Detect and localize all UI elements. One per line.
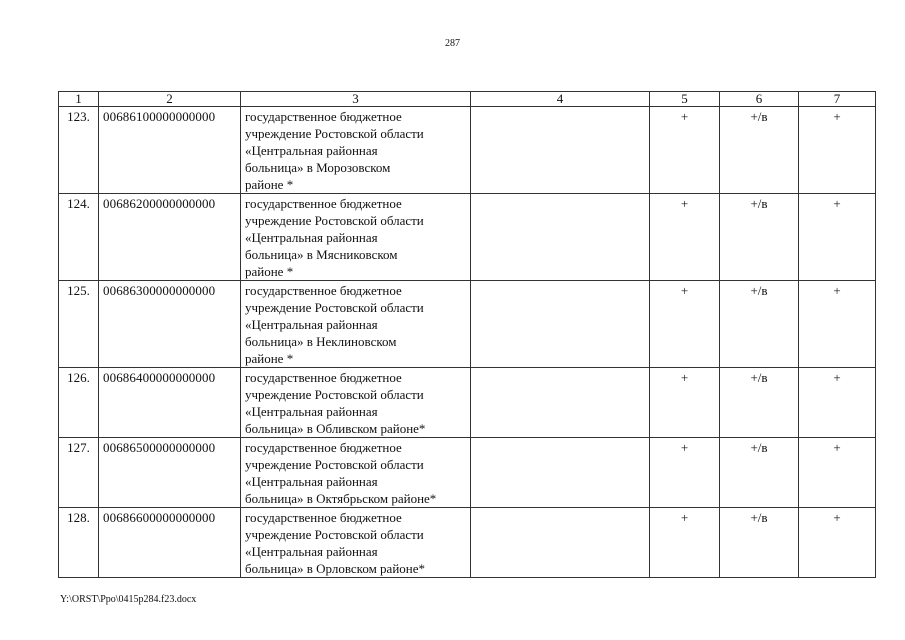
- row-name: [241, 194, 471, 281]
- row-name: [241, 281, 471, 368]
- row-code: 00686200000000000: [99, 194, 241, 281]
- document-file-path: Y:\ORST\Ppo\0415p284.f23.docx: [60, 594, 197, 605]
- row-col4: [471, 508, 650, 578]
- table-row: [59, 508, 876, 578]
- row-name-line: государственное бюджетное: [245, 440, 402, 455]
- table-row: [59, 281, 876, 368]
- row-name-line: больница» в Морозовском: [245, 160, 391, 175]
- column-header: 4: [471, 92, 650, 107]
- column-header: 6: [720, 92, 799, 107]
- row-col6: +/в: [720, 368, 799, 438]
- row-code: 00686400000000000: [99, 368, 241, 438]
- row-col4: [471, 194, 650, 281]
- row-name-line: больница» в Октябрьском районе*: [245, 491, 437, 506]
- column-header: 3: [241, 92, 471, 107]
- row-name-line: учреждение Ростовской области: [245, 457, 424, 472]
- row-col4: [471, 107, 650, 194]
- table-row: [59, 438, 876, 508]
- row-name: [241, 368, 471, 438]
- row-col4: [471, 281, 650, 368]
- row-col4: [471, 438, 650, 508]
- row-number: 124.: [59, 194, 99, 281]
- row-col5: +: [650, 281, 720, 368]
- row-name-line: больница» в Обливском районе*: [245, 421, 426, 436]
- row-col7: +: [799, 438, 876, 508]
- page-number: 287: [445, 38, 460, 49]
- column-header: 2: [99, 92, 241, 107]
- row-number: 128.: [59, 508, 99, 578]
- row-code: 00686600000000000: [99, 508, 241, 578]
- table-row: [59, 107, 876, 194]
- row-number: 123.: [59, 107, 99, 194]
- table-row: [59, 368, 876, 438]
- column-header: 7: [799, 92, 876, 107]
- row-name-line: государственное бюджетное: [245, 109, 402, 124]
- row-name-line: государственное бюджетное: [245, 370, 402, 385]
- row-name-line: учреждение Ростовской области: [245, 213, 424, 228]
- row-name: [241, 438, 471, 508]
- document-table: [58, 91, 876, 578]
- row-name-line: «Центральная районная: [245, 544, 378, 559]
- row-name-line: учреждение Ростовской области: [245, 527, 424, 542]
- row-name: [241, 107, 471, 194]
- row-col7: +: [799, 508, 876, 578]
- row-name-line: больница» в Неклиновском: [245, 334, 397, 349]
- row-name-line: «Центральная районная: [245, 143, 378, 158]
- row-col7: +: [799, 281, 876, 368]
- row-code: 00686300000000000: [99, 281, 241, 368]
- row-col6: +/в: [720, 107, 799, 194]
- row-name-line: учреждение Ростовской области: [245, 387, 424, 402]
- row-col6: +/в: [720, 281, 799, 368]
- row-name-line: государственное бюджетное: [245, 510, 402, 525]
- row-col7: +: [799, 368, 876, 438]
- table-row: [59, 194, 876, 281]
- row-name-line: государственное бюджетное: [245, 283, 402, 298]
- row-col5: +: [650, 368, 720, 438]
- row-col6: +/в: [720, 194, 799, 281]
- row-number: 126.: [59, 368, 99, 438]
- row-name-line: районе *: [245, 351, 294, 366]
- row-name-line: «Центральная районная: [245, 230, 378, 245]
- row-name-line: «Центральная районная: [245, 474, 378, 489]
- row-name: [241, 508, 471, 578]
- row-name-line: «Центральная районная: [245, 317, 378, 332]
- row-name-line: районе *: [245, 264, 294, 279]
- row-code: 00686500000000000: [99, 438, 241, 508]
- row-name-line: больница» в Орловском районе*: [245, 561, 426, 576]
- table-header-row: [59, 92, 876, 107]
- row-name-line: учреждение Ростовской области: [245, 300, 424, 315]
- row-col6: +/в: [720, 438, 799, 508]
- row-col7: +: [799, 194, 876, 281]
- row-name-line: районе *: [245, 177, 294, 192]
- column-header: 1: [59, 92, 99, 107]
- row-col5: +: [650, 438, 720, 508]
- row-col6: +/в: [720, 508, 799, 578]
- row-code: 00686100000000000: [99, 107, 241, 194]
- row-name-line: больница» в Мясниковском: [245, 247, 398, 262]
- column-header: 5: [650, 92, 720, 107]
- row-number: 127.: [59, 438, 99, 508]
- row-col5: +: [650, 508, 720, 578]
- row-col7: +: [799, 107, 876, 194]
- row-name-line: учреждение Ростовской области: [245, 126, 424, 141]
- row-name-line: «Центральная районная: [245, 404, 378, 419]
- row-number: 125.: [59, 281, 99, 368]
- row-name-line: государственное бюджетное: [245, 196, 402, 211]
- row-col5: +: [650, 107, 720, 194]
- row-col4: [471, 368, 650, 438]
- row-col5: +: [650, 194, 720, 281]
